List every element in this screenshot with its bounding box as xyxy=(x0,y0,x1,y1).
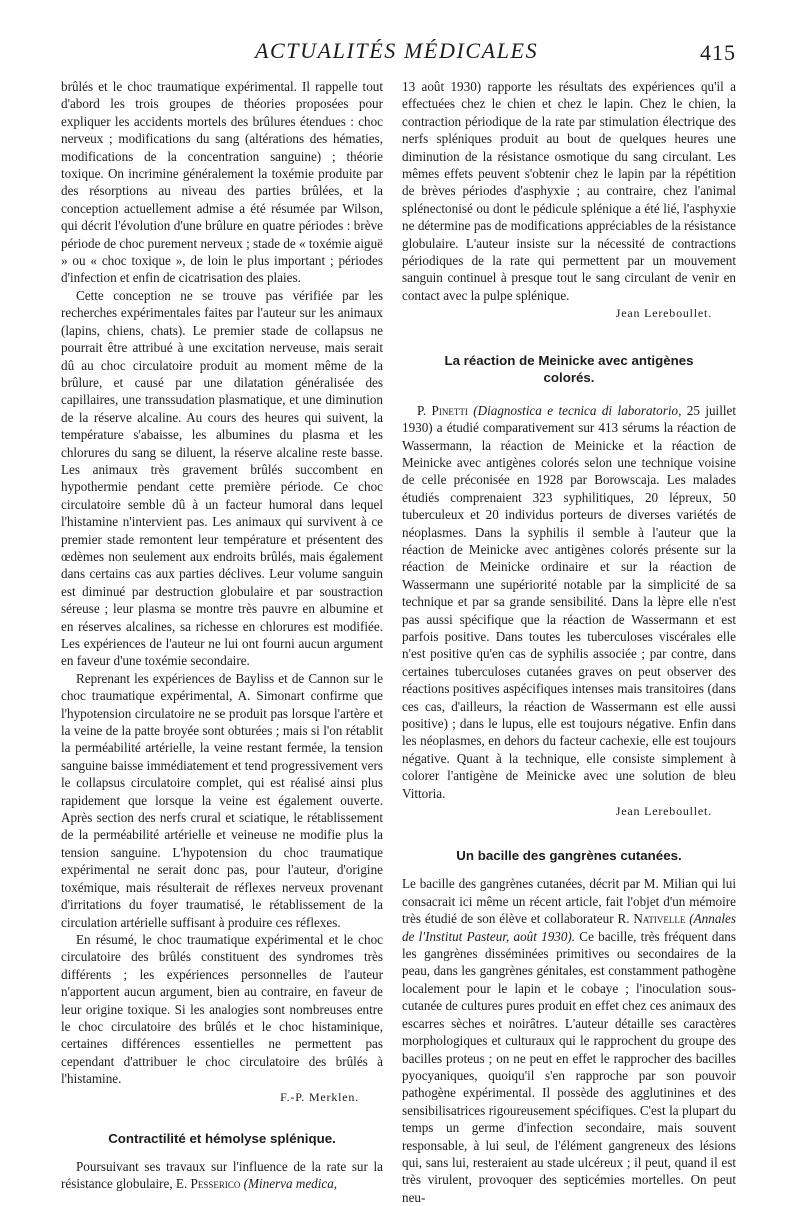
author-signature: Jean Lereboullet. xyxy=(615,804,712,819)
paragraph: 13 août 1930) rapporte les résultats des expériences qu'il a effectuées chez le chien et chez le lapin. Chez le chien, la contraction périodique de la rate par stimulation électrique des nerfs spléniques produit au bout de quelques heures une diminution de la résistance osmotique du sang circulant. Les mêmes effets peuvent s'obtenir chez le lapin par la répétition de brèves périodes d'asphyxie ; au contraire, chez l'animal splénectonisé ou dont le pédicule splénique a été lié, l'asphyxie ne détermine pas de modifications appréciables de la résistance globulaire. L'auteur insiste sur la nécessité de contractions périodiques de la rate qui permettent par un mouvement sanguin continuel à presque tout le sang circulant de venir en contact avec la pulpe splénique. xyxy=(402,79,736,303)
paragraph xyxy=(61,1158,383,1193)
paragraph xyxy=(402,402,736,802)
paragraph xyxy=(402,875,736,1206)
cited-author: P. Pinetti xyxy=(417,402,468,418)
journal-citation: (Diagnostica e tecnica di laboratorio, xyxy=(473,402,682,418)
article-heading: Contractilité et hémolyse splénique. xyxy=(108,1130,336,1146)
journal-citation: (Annales de l'Institut Pasteur, août 1930). xyxy=(402,911,736,944)
cited-author: Pesserico xyxy=(190,1176,241,1192)
paragraph: Reprenant les expériences de Bayliss et de Cannon sur le choc traumatique expérimental, A. Simonart confirme que l'hypotension circulatoire ne se produit pas lorsque l'artère et la veine de la patte broyée sont obturées ; mais si l'on rétablit la perméabilité artérielle, la veine restant fermée, la tension sanguine baisse immédiatement et tend progressivement vers le collapsus circulatoire complet, qui est réalisé ainsi plus rapidement que lorsque la veine est également ouverte. Après section des nerfs crural et sciatique, le rétablissement de la perméabilité artérielle et veineuse ne modifie plus la tension sanguine. L'hypotension du choc traumatique expérimental ne serait donc pas, pour l'auteur, d'origine toxémique, mais résulterait de réflexes nerveux provenant d'irritations du foyer traumatisé, le rétablissement de la circulation artérielle suffisant à produire ces réflexes. xyxy=(61,670,383,930)
paragraph-text: 25 juillet 1930) a étudié comparativement sur 413 sérums la réaction de Wassermann, la réaction de Meinicke et la réaction de Meinicke avec antigènes colorés selon une technique voisine de celle préconisée en 1928 par Borowscaja. Les malades étudiés comprenaient 323 syphilitiques, 20 lépreux, 50 tuberculeux et 20 individus porteurs de diverses variétés de néoplasmes. Dans la syphilis il semble à l'auteur que la réaction de Meinicke avec antigènes colorés présente sur la réaction de Meinicke ordinaire et sur la réaction de Wassermann une supériorité notable par la simplicité de sa technique et par sa grande sensibilité. Dans la lèpre elle n'est pas aussi spécifique que la réaction de Wassermann et est parfois positive. Dans toutes les tuberculoses viscérales elle n'est positive qu'en cas de syphilis associée ; par contre, dans certaines tuberculoses cutanées graves on peut observer des réactions positives aspécifiques intenses mais transitoires (dans ces cas, d'ailleurs, la réaction de Wassermann est elle aussi positive) ; dans le lupus, elle est toujours négative. Enfin dans les néoplasmes, en dehors du facteur cachexie, elle est toujours négative. Quant à la technique, elle consiste simplement à colorer l'antigène de Meinicke avec une solution de bleu Vittoria. xyxy=(402,402,736,801)
paragraph: En résumé, le choc traumatique expérimental et le choc circulatoire des brûlés constituent des syndromes très différents ; les expériences personnelles de l'auteur n'apportent aucun argument, bien au contraire, en faveur de leur origine toxique. Si les analogies sont nombreuses entre le choc circulatoire des brûlés et le choc histaminique, certaines différences essentielles ne permettent pas cependant d'attribuer le choc circulatoire des brûlés à l'histamine. xyxy=(61,931,383,1087)
paragraph-text: Poursuivant ses travaux sur l'influence de la rate sur la résistance globulaire, E. xyxy=(61,1158,383,1192)
journal-citation: (Minerva medica, xyxy=(243,1176,338,1192)
page-number: 415 xyxy=(700,40,736,65)
paragraph: Cette conception ne se trouve pas vérifiée par les recherches expérimentales faites par l'auteur sur les animaux (lapins, chiens, chats). Le premier stade de collapsus ne pourrait être attribué à une excitation nerveuse, mais serait dû au choc circulatoire produit au moment même de la brûlure, et causé par une dilatation généralisée des capillaires, une transsudation plasmatique, et une diminution de la réserve alcaline. Au cours des heures qui suivent, la température s'abaisse, les albumines du plasma et les chlorures du sang se diluent, la réserve alcaline reste basse. Les animaux très gravement brûlés succombent en hypothermie pendant cette première période. Ce choc circulatoire semble dû à un facteur humoral dans lequel l'histamine n'intervient pas. Les animaux qui survivent à ce premier stade remontent leur température et présentent des œdèmes non seulement aux endroits brûlés, mais également dans certains cas aux parties déclives. Leur volume sanguin est diminué par destruction globulaire et par soustraction séreuse ; leur plasma se montre très pauvre en albumine et en réserves alcalines, sa richesse en chlorures est modifiée. Les expériences de l'auteur ne lui ont fourni aucun argument en faveur d'une toxémie secondaire. xyxy=(61,287,383,669)
article-heading: Un bacille des gangrènes cutanées. xyxy=(456,848,682,864)
article-heading: La réaction de Meinicke avec antigènes colorés. xyxy=(444,352,694,385)
running-title: ACTUALITÉS MÉDICALES xyxy=(255,38,539,63)
right-column xyxy=(402,78,736,1206)
author-signature: Jean Lereboullet. xyxy=(615,306,712,321)
paragraph-text: Ce bacille, très fréquent dans les gangrènes disséminées primitives ou secondaires de la peau, dans les gangrènes génitales, est constamment pathogène localement pour le lapin et le cobaye ; l'inoculation sous-cutanée de cultures pures produit en effet chez ces animaux des escarres sèches et noirâtres. L'auteur détaille ses caractères morphologiques et culturaux qui le rapprochent du groupe des bacilles proteus ; on ne peut en effet le rapprocher des bacilles pyocyaniques, quoiqu'il s'en rapproche par son pouvoir pathogène expérimental. Il possède des agglutinines et des sensibilisatrices rigoureusement spécifiques. C'est la plupart du temps un germe d'infection secondaire, mais souvent responsable, à lui seul, de l'élément gangreneux des lésions qui, sans lui, resteraient au stade ulcéreux ; il peut, quand il est très virulent, provoquer des septicémies mortelles. On peut neu- xyxy=(402,928,736,1205)
paragraph-text: Le bacille des gangrènes cutanées, décrit par M. Milian qui lui consacrait ici même un récent article, fait l'objet d'un mémoire très étudié de son élève et collaborateur R. xyxy=(402,876,736,927)
left-column xyxy=(61,78,383,1193)
cited-author: Nativelle xyxy=(633,911,686,927)
author-signature: F.-P. Merklen. xyxy=(280,1089,359,1104)
paragraph: brûlés et le choc traumatique expérimental. Il rappelle tout d'abord les trois groupes de théories proposées pour expliquer les accidents mortels des brûlures étendues : choc nerveux ; modifications du sang (altérations des hématies, modifications de la concentration sanguine) ; théorie toxique. On incrimine généralement la toxémie produite par des résorptions au niveau des parties brûlées, et la conception actuellement admise a été résumée par Wilson, qui décrit l'évolution d'une brûlure en quatre périodes : brève période de choc purement nerveux ; stade de « toxémie aiguë » ou « choc toxique », de loin le plus important ; périodes d'infection et enfin de cicatrisation des plaies. xyxy=(61,79,383,286)
